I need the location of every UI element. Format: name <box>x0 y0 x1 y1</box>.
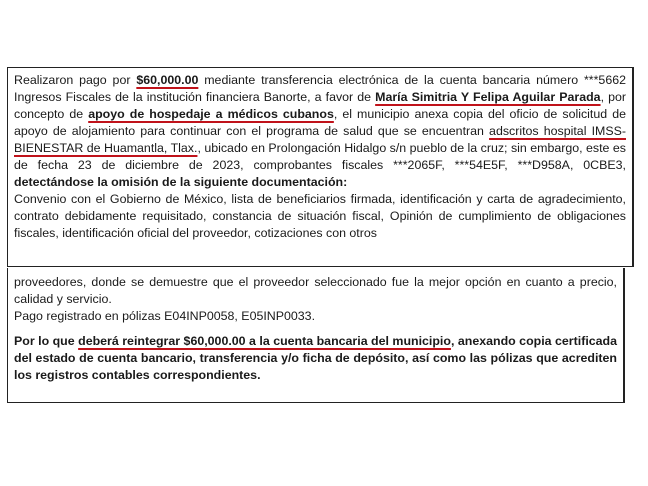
reimbursement-paragraph <box>14 333 617 384</box>
payment-concept: apoyo de hospedaje a médicos cubanos <box>88 107 334 121</box>
missing-documents-paragraph: Convenio con el Gobierno de México, lista de beneficiarios firmada, identificación y carta de agradecimiento, contrato debidamente requisitado, constancia de situación fiscal, Opinión de cumplimiento de obligaciones fiscales, identificación oficial del proveedor, cotizaciones con otros <box>14 192 626 240</box>
text-segment: , anexando copia certificada del estado de cuenta bancario, transferencia y/o ficha de depósito, así como las pólizas que acrediten los registros contables correspondientes. <box>14 334 617 382</box>
beneficiary-name: María Simitria Y Felipa Aguilar Parada <box>375 90 601 104</box>
text-segment: , el municipio anexa copia del oficio de solicitud de apoyo de alojamiento para continuar con el programa de salud que se encuentran <box>14 107 626 138</box>
payment-paragraph <box>14 72 626 191</box>
text-segment: , ubicado en Prolongación Hidalgo s/n pueblo de la cruz; sin embargo, este es de fecha 23 de diciembre de 2023, comprobantes fiscales ***2065F, ***54E5F, ***D958A, 0CBE3, <box>14 141 626 172</box>
text-segment: mediante transferencia electrónica de la cuenta bancaria número ***5662 Ingresos Fiscales de la institución financiera Banorte, a favor de <box>14 73 626 104</box>
payment-amount: $60,000.00 <box>136 73 199 87</box>
text-segment: , por concepto de <box>14 90 626 121</box>
missing-documents-continued: proveedores, donde se demuestre que el proveedor seleccionado fue la mejor opción en cuanto a precio, calidad y servicio. <box>14 275 617 306</box>
observation-box-upper <box>7 67 634 267</box>
text-segment: Realizaron pago por <box>14 73 137 87</box>
hospital-name: adscritos hospital IMSS-BIENESTAR de Huamantla, Tlax. <box>14 124 626 155</box>
reimbursement-amount: deberá reintegrar $60,000.00 a la cuenta bancaria del municipio <box>78 334 451 348</box>
detected-omission-heading: detectándose la omisión de la siguiente documentación: <box>14 175 348 189</box>
policy-registration: Pago registrado en pólizas E04INP0058, E05INP0033. <box>14 309 316 323</box>
text-segment: Por lo que <box>14 334 79 348</box>
observation-box-lower <box>7 268 625 403</box>
